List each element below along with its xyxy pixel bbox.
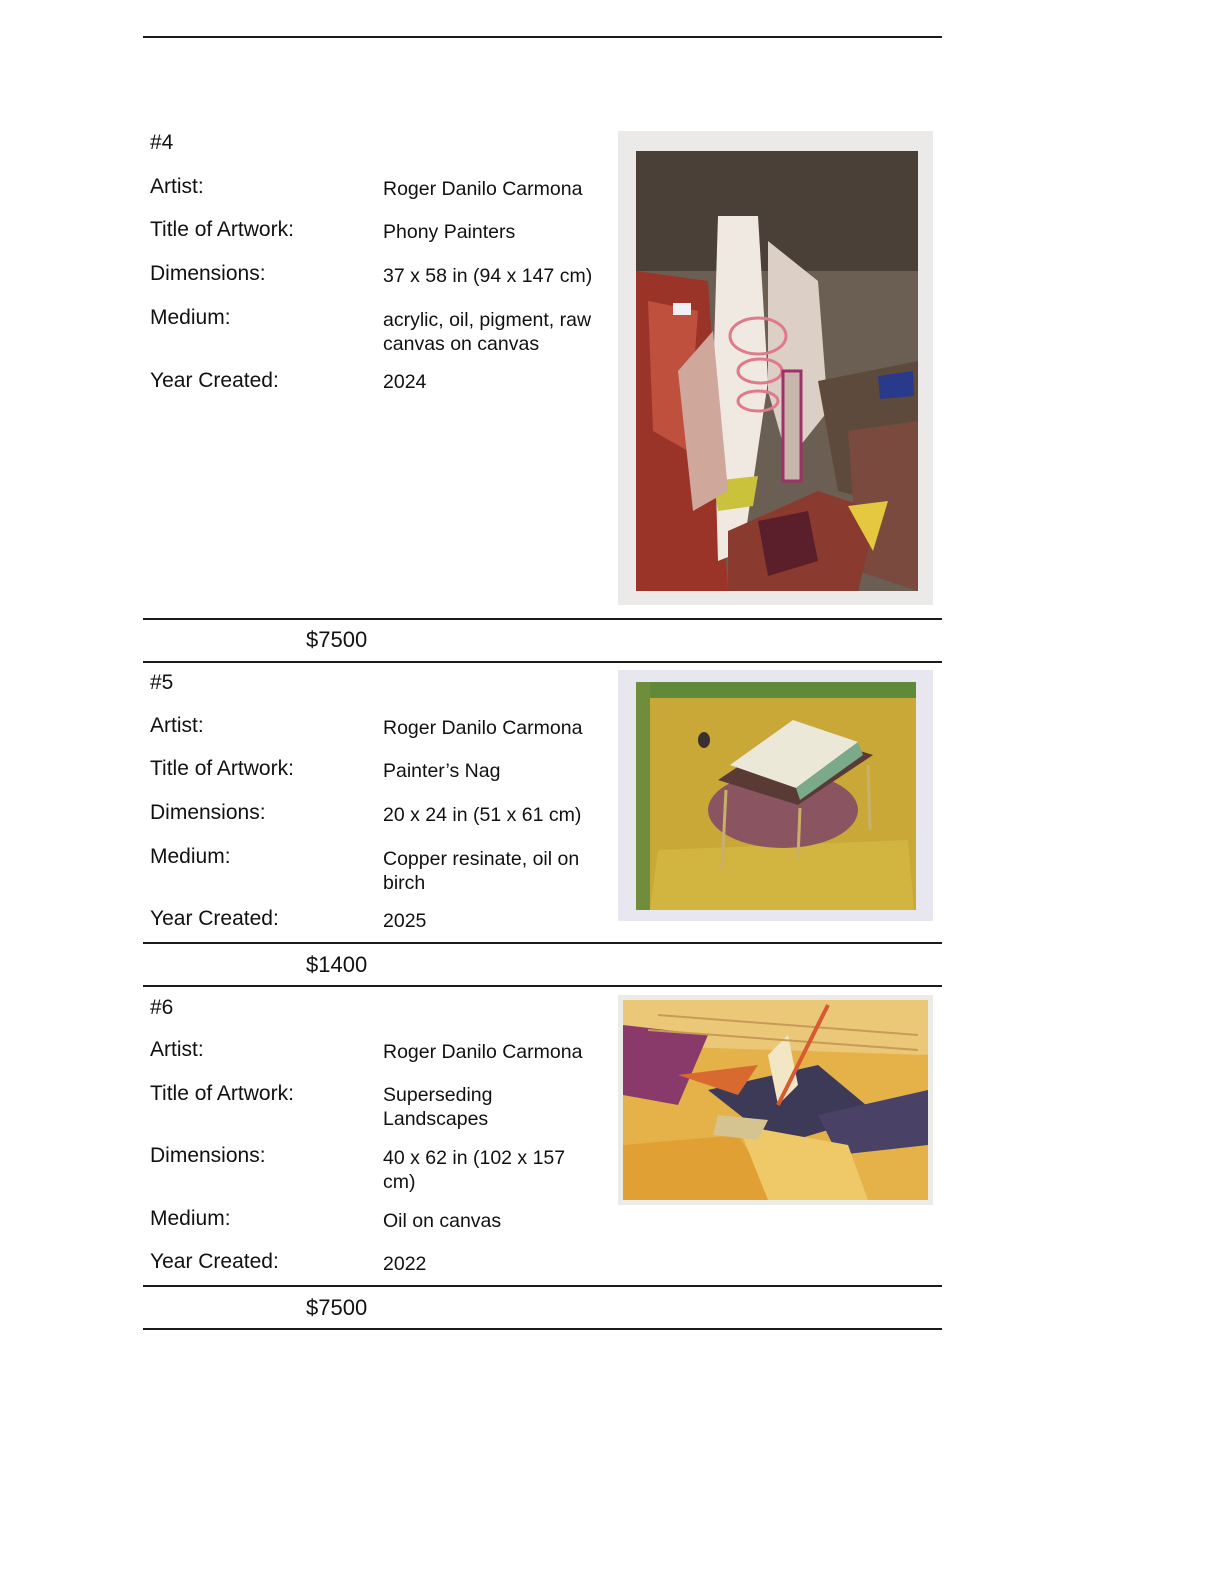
year-label: Year Created: bbox=[150, 1250, 279, 1273]
dimensions-label: Dimensions: bbox=[150, 1144, 266, 1167]
medium-value: Copper resinate, oil on birch bbox=[383, 848, 580, 894]
top-divider bbox=[143, 36, 942, 38]
artwork-number: #4 bbox=[150, 131, 174, 154]
artwork-number: #5 bbox=[150, 671, 174, 694]
artist-value: Roger Danilo Carmona bbox=[383, 717, 583, 739]
title-value: Superseding Landscapes bbox=[383, 1084, 493, 1130]
bottom-divider bbox=[143, 1328, 942, 1330]
year-label: Year Created: bbox=[150, 907, 279, 930]
artwork-number: #6 bbox=[150, 996, 174, 1019]
artist-label: Artist: bbox=[150, 175, 204, 198]
artist-label: Artist: bbox=[150, 1038, 204, 1061]
medium-label: Medium: bbox=[150, 1207, 231, 1230]
dimensions-label: Dimensions: bbox=[150, 262, 266, 285]
row-divider bbox=[143, 618, 942, 620]
medium-label: Medium: bbox=[150, 306, 231, 329]
title-value: Phony Painters bbox=[383, 221, 516, 243]
abstract-painting-vertical-icon bbox=[618, 131, 933, 605]
artist-value: Roger Danilo Carmona bbox=[383, 1041, 583, 1063]
title-value: Painter’s Nag bbox=[383, 760, 501, 782]
row-divider bbox=[143, 661, 942, 663]
price-value: $1400 bbox=[306, 952, 368, 977]
medium-value: Oil on canvas bbox=[383, 1210, 502, 1232]
price-value: $7500 bbox=[306, 627, 368, 652]
year-value: 2025 bbox=[383, 910, 427, 932]
artist-value: Roger Danilo Carmona bbox=[383, 178, 583, 200]
title-label: Title of Artwork: bbox=[150, 218, 294, 241]
medium-label: Medium: bbox=[150, 845, 231, 868]
medium-value: acrylic, oil, pigment, raw canvas on canvas bbox=[383, 309, 592, 355]
dimensions-value: 40 x 62 in (102 x 157 cm) bbox=[383, 1147, 566, 1193]
artwork-image-5 bbox=[618, 670, 933, 921]
artist-label: Artist: bbox=[150, 714, 204, 737]
dimensions-value: 20 x 24 in (51 x 61 cm) bbox=[383, 804, 582, 826]
year-value: 2024 bbox=[383, 371, 427, 393]
title-label: Title of Artwork: bbox=[150, 1082, 294, 1105]
year-label: Year Created: bbox=[150, 369, 279, 392]
abstract-landscape-painting-icon bbox=[618, 995, 933, 1205]
price-value: $7500 bbox=[306, 1295, 368, 1320]
dimensions-value: 37 x 58 in (94 x 147 cm) bbox=[383, 265, 593, 287]
still-life-painting-icon bbox=[618, 670, 933, 921]
artwork-image-6 bbox=[618, 995, 933, 1205]
dimensions-label: Dimensions: bbox=[150, 801, 266, 824]
title-label: Title of Artwork: bbox=[150, 757, 294, 780]
artwork-image-4 bbox=[618, 131, 933, 605]
row-divider bbox=[143, 942, 942, 944]
row-divider bbox=[143, 985, 942, 987]
row-divider bbox=[143, 1285, 942, 1287]
year-value: 2022 bbox=[383, 1253, 427, 1275]
